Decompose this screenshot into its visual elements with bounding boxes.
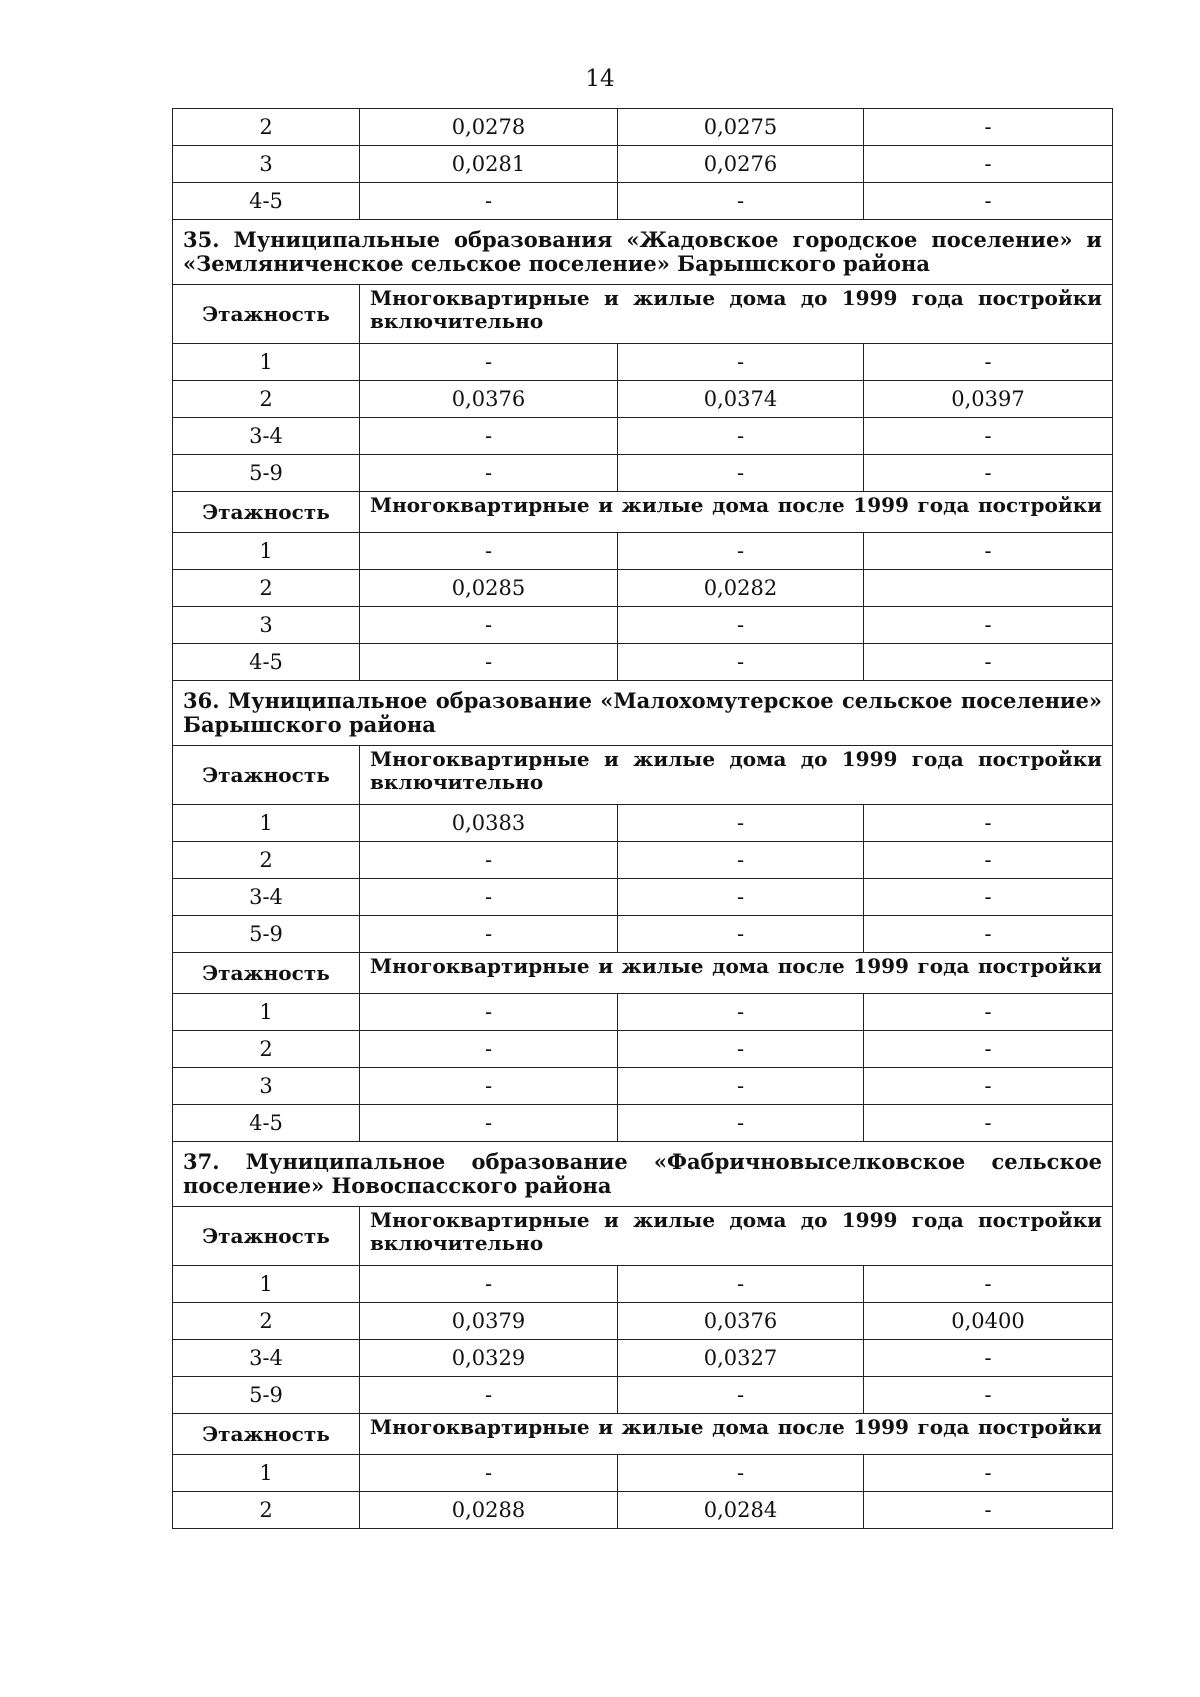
value-cell: - (618, 916, 864, 953)
value-cell: - (360, 916, 618, 953)
value-cell: 0,0278 (360, 109, 618, 146)
table-row (173, 1105, 1113, 1142)
floors-cell: 2 (173, 1031, 360, 1068)
document-table-wrapper (172, 108, 1112, 1529)
period-header: Многоквартирные и жилые дома после 1999 года постройки (360, 953, 1113, 994)
floors-cell: 2 (173, 842, 360, 879)
table-row (173, 570, 1113, 607)
coefficients-table (172, 108, 1113, 1529)
value-cell: - (618, 805, 864, 842)
table-row (173, 381, 1113, 418)
section-title-line1: 37. Муниципальное образование «Фабричновыселковское сельское (183, 1148, 1102, 1174)
value-cell: - (360, 455, 618, 492)
value-cell: 0,0282 (618, 570, 864, 607)
period-header: Многоквартирные и жилые дома после 1999 года постройки (360, 1414, 1113, 1455)
column-header-row (173, 953, 1113, 994)
value-cell: - (618, 344, 864, 381)
period-header: Многоквартирные и жилые дома до 1999 года постройки включительно (360, 746, 1113, 805)
table-row (173, 879, 1113, 916)
value-cell: - (618, 607, 864, 644)
value-cell: 0,0374 (618, 381, 864, 418)
value-cell: - (864, 1068, 1113, 1105)
section-title-line2: Барышского района (183, 712, 436, 737)
table-row (173, 1340, 1113, 1377)
table-row (173, 1266, 1113, 1303)
table-row (173, 533, 1113, 570)
value-cell: - (864, 1455, 1113, 1492)
table-row (173, 455, 1113, 492)
floors-header: Этажность (173, 953, 360, 994)
value-cell: - (618, 1031, 864, 1068)
table-row (173, 607, 1113, 644)
table-row (173, 805, 1113, 842)
table-row (173, 1377, 1113, 1414)
value-cell: - (360, 1455, 618, 1492)
floors-cell: 3 (173, 146, 360, 183)
section-title (173, 220, 1113, 285)
section-title (173, 681, 1113, 746)
value-cell: - (360, 607, 618, 644)
table-row (173, 994, 1113, 1031)
floors-cell: 3-4 (173, 1340, 360, 1377)
section-title-line1: 36. Муниципальное образование «Малохомутерское сельское поселение» (183, 687, 1102, 713)
value-cell: - (864, 805, 1113, 842)
period-header: Многоквартирные и жилые дома до 1999 года постройки включительно (360, 1207, 1113, 1266)
value-cell: - (864, 183, 1113, 220)
value-cell: 0,0275 (618, 109, 864, 146)
floors-cell: 2 (173, 381, 360, 418)
value-cell: - (618, 1105, 864, 1142)
value-cell: - (360, 644, 618, 681)
value-cell: - (864, 607, 1113, 644)
table-row (173, 146, 1113, 183)
value-cell: 0,0285 (360, 570, 618, 607)
section-title-line2: «Земляниченское сельское поселение» Барышского района (183, 251, 930, 276)
value-cell: - (360, 533, 618, 570)
value-cell: - (618, 1377, 864, 1414)
column-header-row (173, 1207, 1113, 1266)
floors-cell: 4-5 (173, 644, 360, 681)
column-header-row (173, 746, 1113, 805)
section-title (173, 1142, 1113, 1207)
floors-cell: 3-4 (173, 418, 360, 455)
value-cell: 0,0376 (618, 1303, 864, 1340)
floors-cell: 1 (173, 1266, 360, 1303)
value-cell: 0,0379 (360, 1303, 618, 1340)
value-cell: 0,0376 (360, 381, 618, 418)
table-row (173, 1068, 1113, 1105)
table-row (173, 109, 1113, 146)
value-cell: - (864, 1340, 1113, 1377)
value-cell: 0,0281 (360, 146, 618, 183)
value-cell: - (360, 842, 618, 879)
period-header: Многоквартирные и жилые дома после 1999 года постройки (360, 492, 1113, 533)
value-cell: - (864, 1377, 1113, 1414)
table-row (173, 842, 1113, 879)
table-row (173, 1303, 1113, 1340)
floors-header: Этажность (173, 1414, 360, 1455)
value-cell: 0,0276 (618, 146, 864, 183)
table-row (173, 1031, 1113, 1068)
floors-cell: 3-4 (173, 879, 360, 916)
value-cell: - (618, 455, 864, 492)
value-cell: - (864, 418, 1113, 455)
floors-cell: 1 (173, 533, 360, 570)
table-row (173, 644, 1113, 681)
value-cell: - (618, 644, 864, 681)
table-row (173, 183, 1113, 220)
floors-cell: 2 (173, 109, 360, 146)
value-cell: - (360, 1031, 618, 1068)
floors-cell: 5-9 (173, 455, 360, 492)
value-cell: - (360, 994, 618, 1031)
value-cell: - (618, 533, 864, 570)
value-cell: - (618, 879, 864, 916)
floors-header: Этажность (173, 1207, 360, 1266)
floors-cell: 1 (173, 994, 360, 1031)
value-cell: 0,0288 (360, 1492, 618, 1529)
value-cell: - (864, 842, 1113, 879)
value-cell: - (864, 644, 1113, 681)
table-body (173, 109, 1113, 1529)
value-cell: - (864, 994, 1113, 1031)
value-cell (864, 570, 1113, 607)
table-row (173, 916, 1113, 953)
value-cell: - (864, 1031, 1113, 1068)
floors-cell: 4-5 (173, 183, 360, 220)
value-cell: 0,0284 (618, 1492, 864, 1529)
value-cell: - (360, 183, 618, 220)
value-cell: - (618, 1068, 864, 1105)
table-row (173, 344, 1113, 381)
column-header-row (173, 1414, 1113, 1455)
value-cell: - (864, 109, 1113, 146)
section-title-line2: поселение» Новоспасского района (183, 1173, 612, 1198)
value-cell: - (618, 1266, 864, 1303)
section-title-line1: 35. Муниципальные образования «Жадовское городское поселение» и (183, 226, 1102, 252)
floors-cell: 1 (173, 805, 360, 842)
value-cell: - (618, 842, 864, 879)
value-cell: 0,0397 (864, 381, 1113, 418)
value-cell: - (360, 879, 618, 916)
value-cell: 0,0400 (864, 1303, 1113, 1340)
period-header: Многоквартирные и жилые дома до 1999 года постройки включительно (360, 285, 1113, 344)
floors-header: Этажность (173, 492, 360, 533)
value-cell: 0,0327 (618, 1340, 864, 1377)
floors-cell: 2 (173, 1303, 360, 1340)
value-cell: - (618, 418, 864, 455)
value-cell: - (864, 146, 1113, 183)
table-row (173, 1492, 1113, 1529)
floors-cell: 1 (173, 1455, 360, 1492)
value-cell: - (618, 183, 864, 220)
value-cell: - (360, 1377, 618, 1414)
value-cell: 0,0383 (360, 805, 618, 842)
floors-cell: 2 (173, 1492, 360, 1529)
section-title-row (173, 681, 1113, 746)
floors-cell: 5-9 (173, 916, 360, 953)
value-cell: - (864, 916, 1113, 953)
value-cell: - (360, 344, 618, 381)
value-cell: - (360, 418, 618, 455)
value-cell: - (864, 879, 1113, 916)
value-cell: - (864, 533, 1113, 570)
floors-cell: 1 (173, 344, 360, 381)
column-header-row (173, 285, 1113, 344)
table-row (173, 1455, 1113, 1492)
value-cell: 0,0329 (360, 1340, 618, 1377)
value-cell: - (864, 1105, 1113, 1142)
floors-cell: 5-9 (173, 1377, 360, 1414)
value-cell: - (864, 344, 1113, 381)
floors-header: Этажность (173, 746, 360, 805)
floors-cell: 3 (173, 607, 360, 644)
value-cell: - (864, 455, 1113, 492)
value-cell: - (360, 1068, 618, 1105)
floors-cell: 4-5 (173, 1105, 360, 1142)
value-cell: - (864, 1266, 1113, 1303)
floors-cell: 3 (173, 1068, 360, 1105)
table-row (173, 418, 1113, 455)
column-header-row (173, 492, 1113, 533)
value-cell: - (360, 1105, 618, 1142)
section-title-row (173, 1142, 1113, 1207)
section-title-row (173, 220, 1113, 285)
floors-cell: 2 (173, 570, 360, 607)
floors-header: Этажность (173, 285, 360, 344)
value-cell: - (360, 1266, 618, 1303)
page-number: 14 (585, 66, 615, 92)
value-cell: - (618, 1455, 864, 1492)
value-cell: - (864, 1492, 1113, 1529)
value-cell: - (618, 994, 864, 1031)
